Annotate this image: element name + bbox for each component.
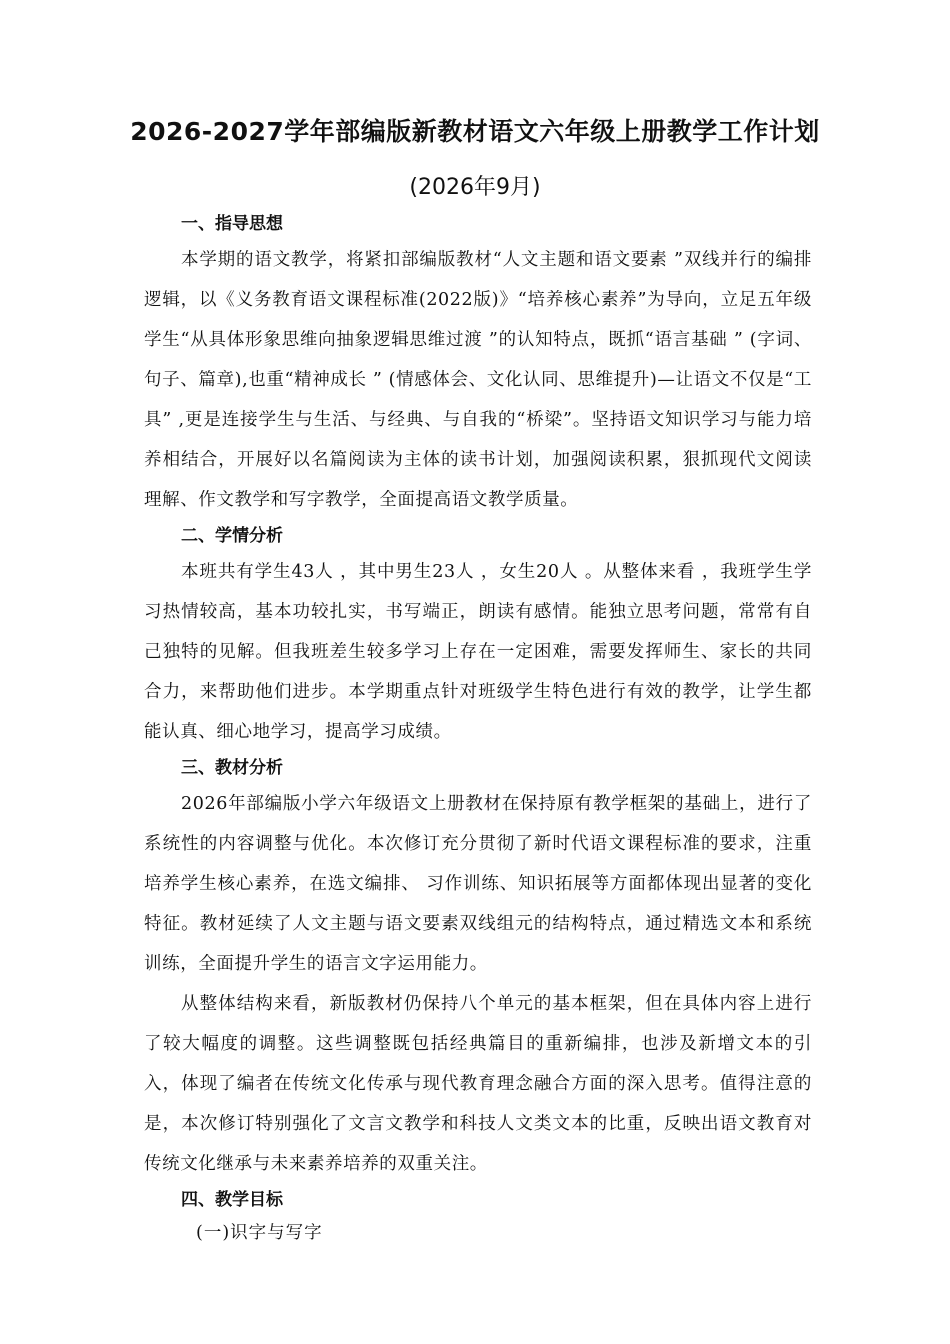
document-body bbox=[144, 208, 812, 1250]
section-heading: 一、指导思想 bbox=[181, 214, 283, 234]
section-teaching-goals bbox=[144, 1184, 812, 1250]
section-heading: 三、教材分析 bbox=[181, 758, 283, 778]
paragraph: 本班共有学生43人 ，其中男生23人 ，女生20人 。从整体来看 ，我班学生学习热情较高，基本功较扎实，书写端正，朗读有感情。能独立思考问题，常常有自 己独特的见解。但我班差生较多学习上存在一定困难，需要发挥师生、家长的共同合力，来帮助他们进步。本学期重点针对班级学生特色进行有效的教学，让学生都能认真、细心地学习，提高学习成绩。 bbox=[144, 562, 812, 742]
paragraph: 从整体结构来看，新版教材仍保持八个单元的基本框架，但在具体内容上进行了较大幅度的调整。这些调整既包括经典篇目的重新编排，也涉及新增文本的引入，体现了编者在传统文化传承与现代教育理念融合方面的深入思考。值得注意的是，本次修订特别强化了文言文教学和科技人文类文本的比重，反映出语文教育对传统文化继承与未来素养培养的双重关注。 bbox=[144, 994, 812, 1174]
section-textbook-analysis bbox=[144, 752, 812, 1184]
paragraph: 本学期的语文教学，将紧扣部编版教材“人文主题和语文要素 ”双线并行的编排逻辑，以《义务教育语文课程标准(2022版)》“培养核心素养”为导向，立足五年级学生“从具体形象思维向抽象逻辑思维过渡 ”的认知特点，既抓“语言基础 ” (字词、句子、篇章),也重“精神成长 ” (情感体会、文化认同、思维提升)—让语文不仅是“工具” ,更是连接学生与生活、与经典、与自我的“桥梁”。坚持语文知识学习与能力培养相结合，开展好以名篇阅读为主体的读书计划，加强阅读积累，狠抓现代文阅读理解、作文教学和写字教学，全面提高语文教学质量。 bbox=[144, 250, 812, 510]
document-title: 2026-2027学年部编版新教材语文六年级上册教学工作计划 bbox=[130, 117, 820, 146]
section-heading: 四、教学目标 bbox=[181, 1190, 283, 1210]
document-date: (2026年9月) bbox=[409, 175, 541, 200]
section-heading: 二、学情分析 bbox=[181, 526, 283, 546]
section-student-analysis bbox=[144, 520, 812, 752]
section-guiding-ideology bbox=[144, 208, 812, 520]
paragraph: 2026年部编版小学六年级语文上册教材在保持原有教学框架的基础上，进行了系统性的内容调整与优化。本次修订充分贯彻了新时代语文课程标准的要求，注重培养学生核心素养，在选文编排、 习作训练、知识拓展等方面都体现出显著的变化特征。教材延续了人文主题与语文要素双线组元的结构特点，通过精选文本和系统训练，全面提升学生的语言文字运用能力。 bbox=[144, 794, 812, 974]
subsection-heading: (一)识字与写字 bbox=[196, 1223, 323, 1243]
